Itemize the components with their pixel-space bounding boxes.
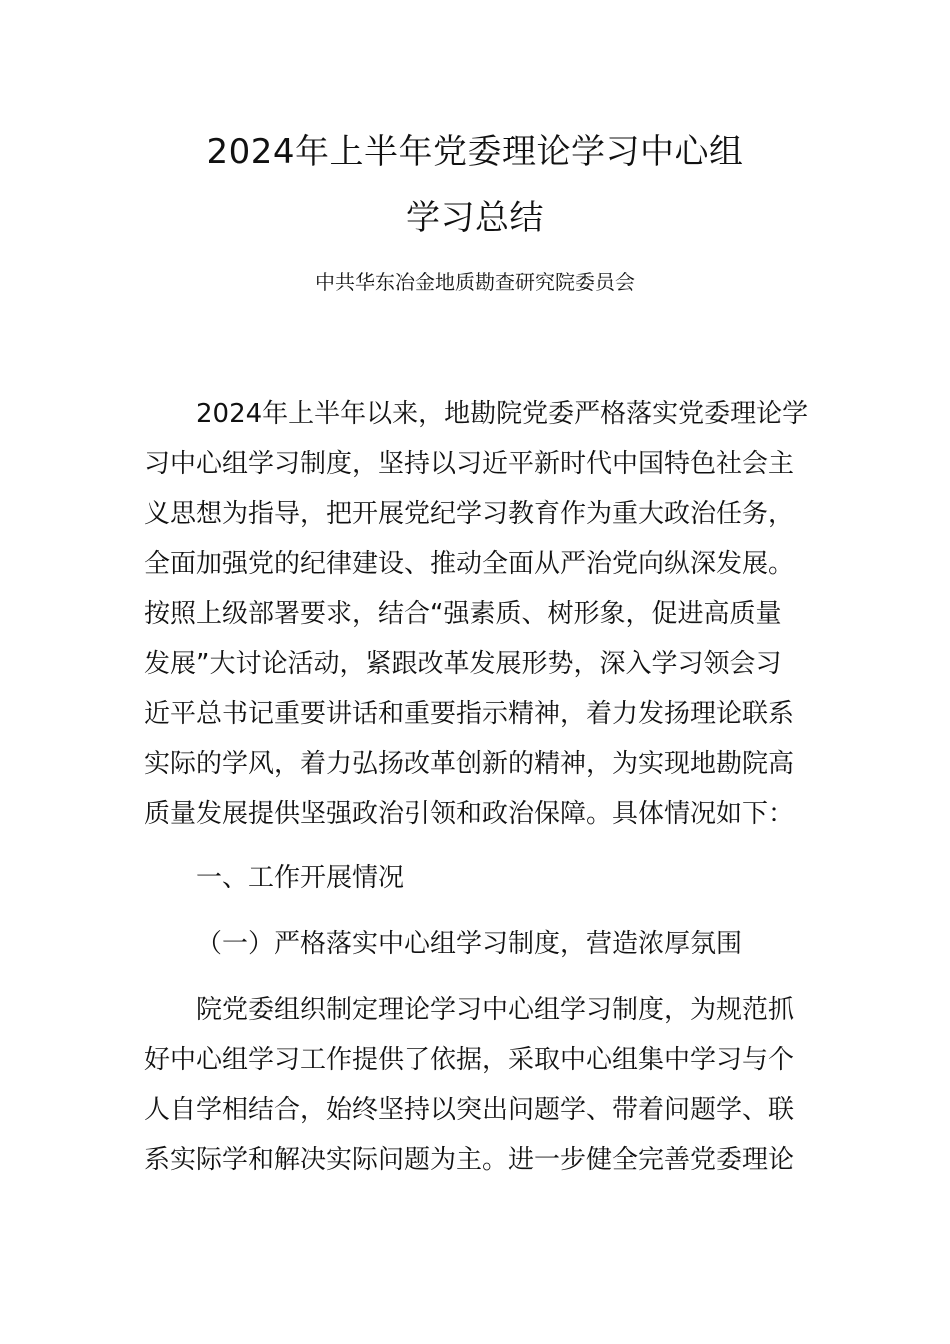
body-paragraph-line: 人自学相结合，始终坚持以突出问题学、带着问题学、联 (144, 1095, 795, 1125)
intro-paragraph-line: 按照上级部署要求，结合“强素质、树形象，促进高质量 (144, 599, 782, 629)
intro-paragraph-line: 2024年上半年以来，地勘院党委严格落实党委理论学 (196, 399, 809, 429)
intro-paragraph-line: 近平总书记重要讲话和重要指示精神，着力发扬理论联系 (144, 699, 795, 729)
intro-paragraph-line: 质量发展提供坚强政治引领和政治保障。具体情况如下： (144, 799, 795, 829)
body-paragraph-line: 好中心组学习工作提供了依据，采取中心组集中学习与个 (144, 1045, 795, 1075)
intro-paragraph-line: 义思想为指导，把开展党纪学习教育作为重大政治任务， (144, 499, 795, 529)
issuing-organization: 中共华东冶金地质勘查研究院委员会 (315, 270, 635, 294)
intro-paragraph-line: 实际的学风，着力弘扬改革创新的精神，为实现地勘院高 (144, 749, 795, 779)
document-title-line-2: 学习总结 (406, 198, 544, 238)
intro-paragraph-line: 习中心组学习制度，坚持以习近平新时代中国特色社会主 (144, 449, 795, 479)
body-paragraph-line: 系实际学和解决实际问题为主。进一步健全完善党委理论 (144, 1145, 795, 1175)
section-heading: 一、工作开展情况 (196, 863, 405, 893)
intro-paragraph-line: 全面加强党的纪律建设、推动全面从严治党向纵深发展。 (144, 549, 795, 579)
intro-paragraph-line: 发展”大讨论活动，紧跟改革发展形势，深入学习领会习 (144, 649, 782, 679)
body-paragraph-line: 院党委组织制定理论学习中心组学习制度，为规范抓 (196, 995, 795, 1025)
subsection-heading: （一）严格落实中心组学习制度，营造浓厚氛围 (196, 929, 743, 959)
document-title-line-1: 2024年上半年党委理论学习中心组 (206, 132, 744, 172)
